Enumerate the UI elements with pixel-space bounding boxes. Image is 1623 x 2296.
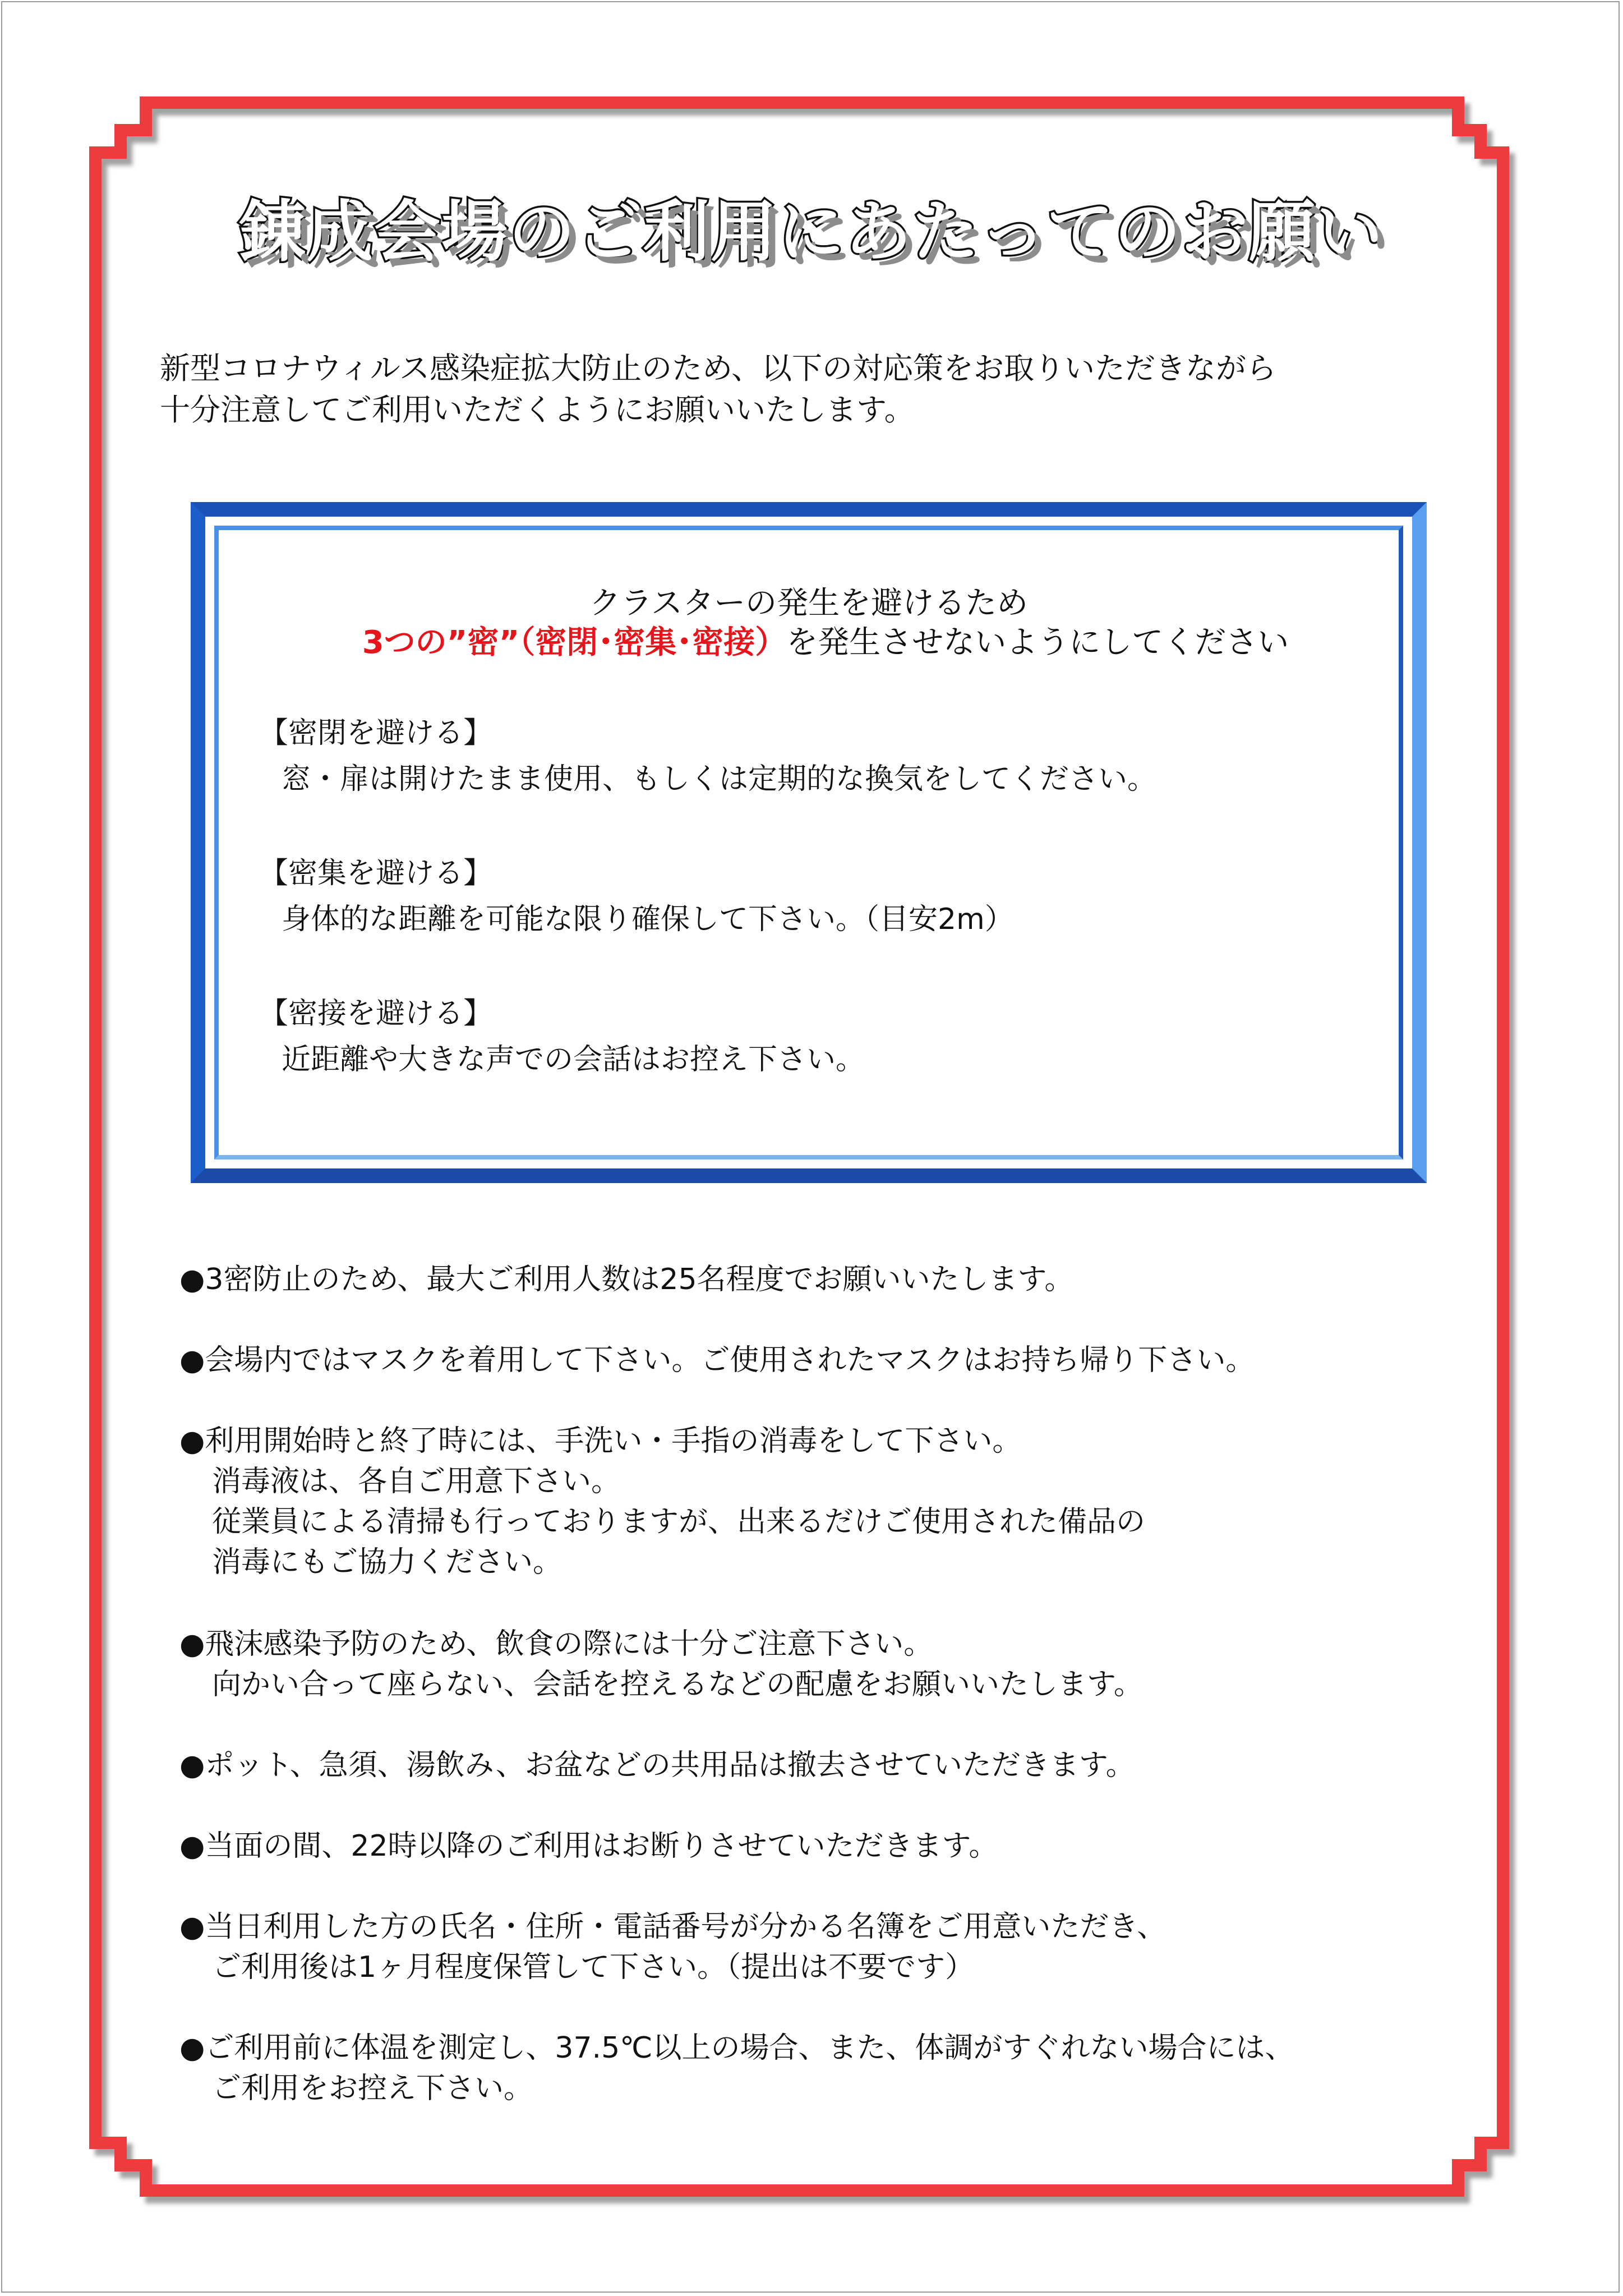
bullet-line: 消毒液は、各自ご用意下さい。 — [212, 1465, 621, 1498]
three-c-emphasis: 3つの”密”（密閉･密集･密接） — [362, 624, 787, 661]
bullet-line: ご利用をお控え下さい。 — [212, 2072, 533, 2105]
bullet-line: ●飛沫感染予防のため、飲食の際には十分ご注意下さい。 — [179, 1627, 933, 1661]
heading-line-2 — [205, 623, 1412, 662]
list-item — [179, 2028, 1294, 2109]
list-item — [179, 1259, 1073, 1300]
bullet-line: ご利用後は1ヶ月程度保管して下さい。（提出は不要です） — [212, 1950, 975, 1984]
bullet-line: 消毒にもご協力ください。 — [212, 1545, 562, 1579]
bullet-line: 向かい合って座らない、会話を控えるなどの配慮をお願いいたします。 — [212, 1668, 1143, 1701]
page-title: 錬成会場のご利用にあたってのお願い — [239, 193, 1384, 270]
rule-body: 身体的な距離を可能な限り確保して下さい。（目安2m） — [282, 903, 1014, 936]
bullet-line: 従業員による清掃も行っておりますが、出来るだけご使用された備品の — [212, 1505, 1146, 1539]
rule-close-contact — [259, 991, 865, 1083]
list-item — [179, 1826, 998, 1866]
heading-line-2-rest: を発生させないようにしてください — [786, 624, 1289, 661]
list-item — [179, 1340, 1255, 1381]
rule-title: 【密閉を避ける】 — [259, 716, 493, 750]
list-item — [179, 1745, 1135, 1786]
rule-crowded-places — [259, 850, 1014, 942]
intro-text: 新型コロナウィルス感染症拡大防止のため、以下の対応策をお取りいただきながら 十分注意してご利用いただくようにお願いいたします。 — [160, 351, 1276, 427]
bullet-line: ●当面の間、22時以降のご利用はお断りさせていただきます。 — [179, 1829, 998, 1863]
list-item — [179, 1421, 1145, 1582]
rule-title: 【密接を避ける】 — [259, 997, 493, 1030]
rule-title: 【密集を避ける】 — [259, 857, 493, 890]
rule-body: 窓・扉は開けたまま使用、もしくは定期的な換気をしてください。 — [282, 762, 1157, 796]
bullet-line: ●ポット、急須、湯飲み、お盆などの共用品は撤去させていただきます。 — [179, 1749, 1135, 1782]
bullet-line: ●3密防止のため、最大ご利用人数は25名程度でお願いいたします。 — [179, 1263, 1074, 1296]
list-item — [179, 1624, 1143, 1705]
bullet-line: ●当日利用した方の氏名・住所・電話番号が分かる名簿をご用意いただき、 — [179, 1910, 1166, 1944]
heading-line-1: クラスターの発生を避けるため — [589, 585, 1029, 622]
bullet-line: ●会場内ではマスクを着用して下さい。ご使用されたマスクはお持ち帰り下さい。 — [179, 1343, 1255, 1377]
bullet-line: ●利用開始時と終了時には、手洗い・手指の消毒をして下さい。 — [179, 1424, 1022, 1458]
rule-body: 近距離や大きな声での会話はお控え下さい。 — [282, 1043, 865, 1076]
bullet-line: ●ご利用前に体温を測定し、37.5℃以上の場合、また、体調がすぐれない場合には、 — [179, 2031, 1294, 2065]
rule-closed-spaces — [259, 710, 1156, 802]
list-item — [179, 1907, 1166, 1987]
notice-box-heading — [205, 584, 1412, 662]
three-c-notice-box — [191, 502, 1427, 1183]
